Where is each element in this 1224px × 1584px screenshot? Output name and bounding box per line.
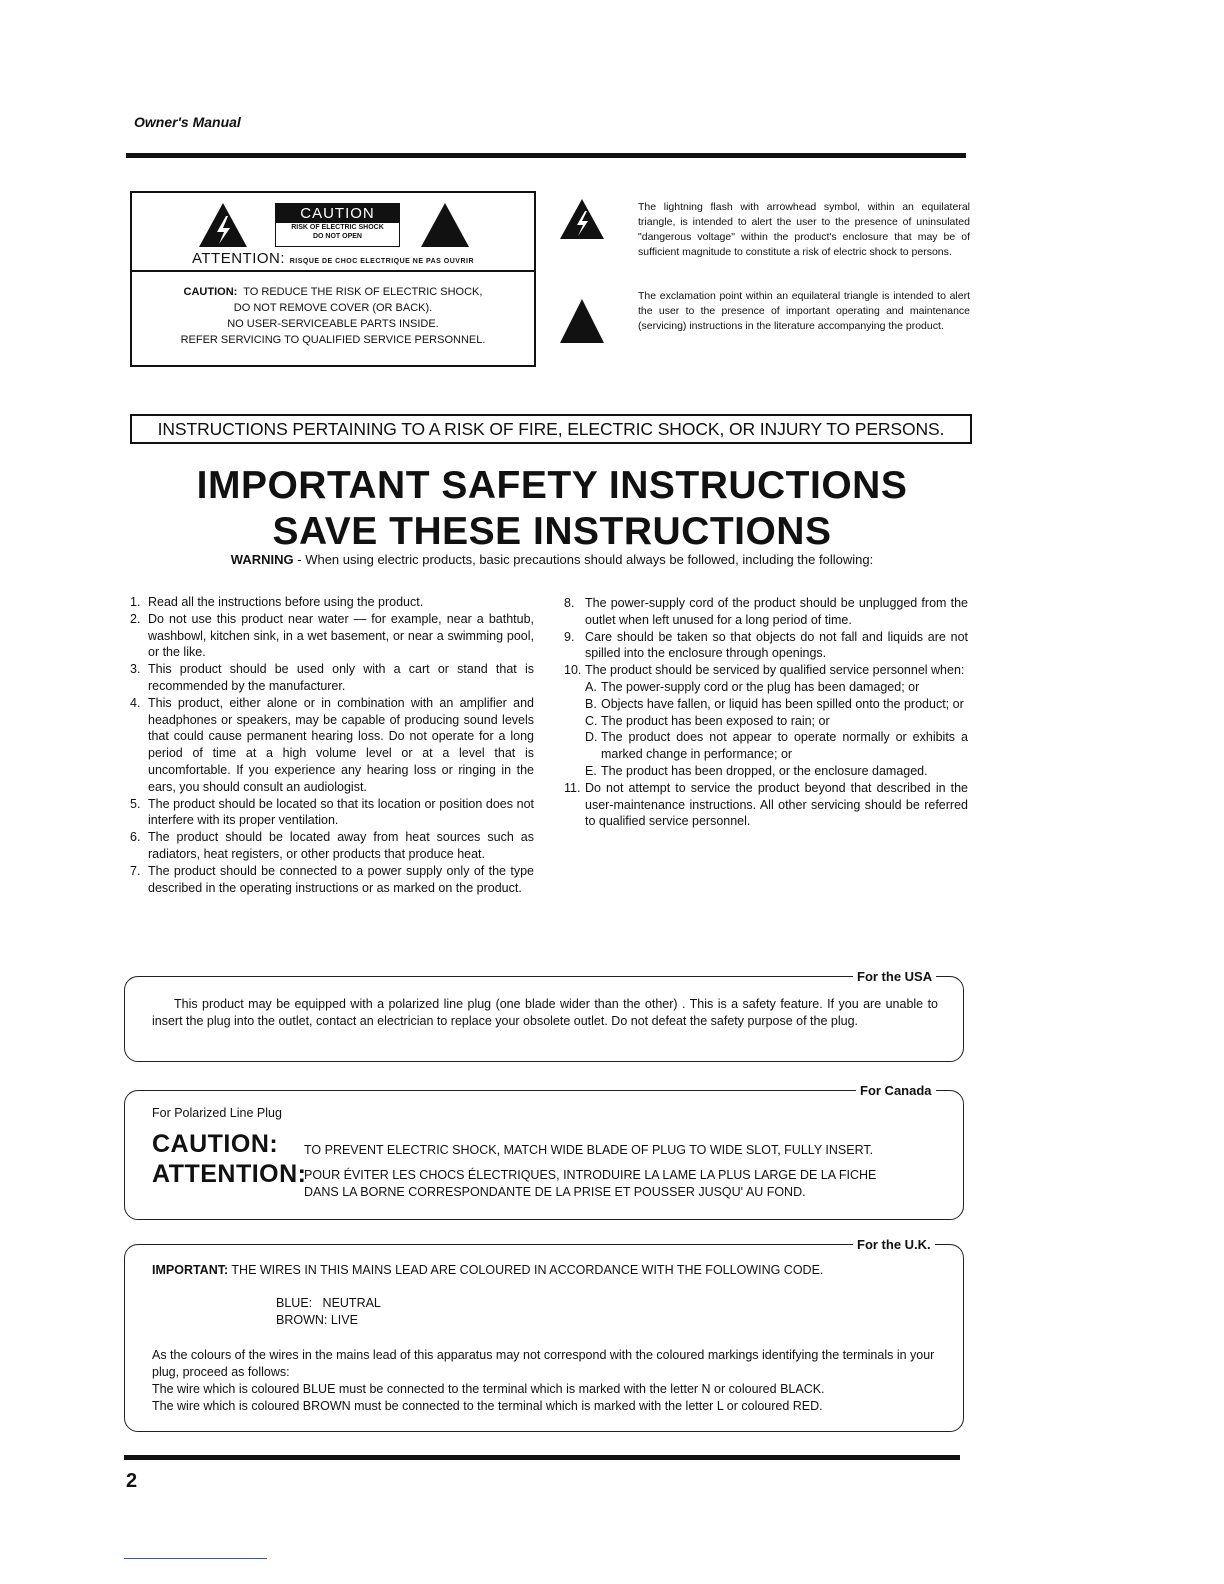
caution-label: CAUTION: (183, 286, 238, 298)
list-item: 8. The power-supply cord of the product should be unplugged from the outlet when left unused for a long period of time. (564, 596, 968, 627)
manual-header-label: Owner's Manual (134, 114, 241, 130)
canada-caution-text: TO PREVENT ELECTRIC SHOCK, MATCH WIDE BLADE OF PLUG TO WIDE SLOT, FULLY INSERT. (304, 1143, 874, 1157)
list-item: 1. Read all the instructions before using the product. (130, 595, 424, 609)
caution-box (130, 191, 536, 367)
instructions-banner: INSTRUCTIONS PERTAINING TO A RISK OF FIRE, ELECTRIC SHOCK, OR INJURY TO PERSONS. (130, 414, 972, 444)
exclamation-symbol-text: The exclamation point within an equilateral triangle is intended to alert the user to the presence of important operating and maintenance (servicing) instructions in the literature accompanying the product. (638, 290, 970, 332)
instructions-right-column (564, 595, 968, 830)
save-instructions-title: SAVE THESE INSTRUCTIONS (272, 510, 832, 553)
uk-brown-code: BROWN: LIVE (276, 1313, 358, 1327)
list-item: 6. The product should be located away from heat sources such as radiators, heat registers, or other products that produce heat. (130, 830, 534, 861)
caution-box-divider (132, 270, 534, 272)
exclamation-warning-icon (420, 202, 470, 248)
list-item: 7. The product should be connected to a power supply only of the type described in the operating instructions or as marked on the product. (130, 863, 534, 895)
lightning-warning-icon (198, 202, 248, 248)
page-number: 2 (126, 1470, 138, 1492)
attention-french: RISQUE DE CHOC ELECTRIQUE NE PAS OUVRIR (289, 258, 474, 265)
sub-list (564, 679, 968, 780)
list-item: 11. Do not attempt to service the product beyond that described in the user-maintenance instructions. All other servicing should be referred to qualified service personnel. (564, 780, 968, 829)
warning-label: WARNING (230, 552, 294, 567)
canada-attention-line2: DANS LA BORNE CORRESPONDANTE DE LA PRISE ET POUSSER JUSQU' AU FOND. (304, 1185, 806, 1199)
lightning-symbol-icon (560, 199, 604, 239)
bottom-link-underline (124, 1558, 267, 1559)
uk-important-label: IMPORTANT: (152, 1263, 229, 1277)
uk-tag: For the U.K. (853, 1237, 935, 1252)
sub-list-item: B. Objects have fallen, or liquid has been spilled onto the product; or (585, 696, 964, 711)
sub-list-item: C. The product has been exposed to rain; or (585, 713, 830, 728)
canada-caution-word: CAUTION: (152, 1130, 279, 1158)
usa-text: This product may be equipped with a polarized line plug (one blade wider than the other) . This is a safety feature. If you are unable to insert the plug into the outlet, contact an electrician to replace your obsolete outlet. Do not defeat the safety purpose of the plug. (152, 997, 938, 1028)
instructions-left-column (130, 594, 534, 896)
plate-title: CAUTION (276, 204, 399, 223)
list-item: 10. The product should be serviced by qualified service personnel when: (564, 663, 965, 678)
uk-para1: As the colours of the wires in the mains lead of this apparatus may not correspond with the coloured markings identifying the terminals in your plug, proceed as follows: (152, 1348, 935, 1379)
top-divider (126, 153, 966, 158)
caution-text (132, 284, 534, 348)
lightning-symbol-text: The lightning flash with arrowhead symbol, within an equilateral triangle, is intended to alert the user to the presence of uninsulated "dangerous voltage" within the product's enclosure that may be of sufficient magnitude to constitute a risk of electric shock to persons. (638, 201, 970, 258)
plate-line2: DO NOT OPEN (312, 233, 362, 240)
uk-blue-code: BLUE: NEUTRAL (276, 1296, 381, 1310)
list-item: 3. This product should be used only with a cart or stand that is recommended by the manufacturer. (130, 662, 534, 693)
uk-para2: The wire which is coloured BLUE must be connected to the terminal which is marked with the letter N or coloured BLACK. (152, 1382, 825, 1396)
canada-tag: For Canada (856, 1083, 936, 1098)
list-item: 4. This product, either alone or in combination with an amplifier and headphones or speakers, may be capable of producing sound levels that could cause permanent hearing loss. Do not operate for a long period of time at a high volume level or at a level that is uncomfortable. If you experience any hearing loss or ringing in the ears, you should consult an audiologist. (130, 695, 534, 794)
warning-line (0, 552, 1104, 567)
important-safety-title: IMPORTANT SAFETY INSTRUCTIONS (196, 464, 908, 507)
plate-line1: RISK OF ELECTRIC SHOCK (291, 224, 384, 231)
attention-word: ATTENTION: (191, 250, 286, 267)
sub-list-item: D. The product does not appear to operate normally or exhibits a marked change in performance; or (585, 730, 968, 762)
usa-tag: For the USA (853, 969, 936, 984)
bottom-divider (124, 1455, 960, 1460)
uk-important-line (152, 1262, 942, 1279)
list-item: 2. Do not use this product near water — for example, near a bathtub, washbowl, kitchen sink, in a wet basement, or near a swimming pool, or the like. (130, 611, 534, 660)
list-item: 5. The product should be located so that its location or position does not interfere with its proper ventilation. (130, 796, 534, 828)
caution-label-plate (275, 203, 400, 247)
attention-line (132, 250, 534, 267)
warning-text: - When using electric products, basic precautions should always be followed, including the following: (293, 552, 874, 567)
caution-line4: REFER SERVICING TO QUALIFIED SERVICE PERSONNEL. (180, 334, 486, 346)
sub-list-item: E. The product has been dropped, or the enclosure damaged. (585, 763, 928, 778)
uk-important-text: THE WIRES IN THIS MAINS LEAD ARE COLOURED IN ACCORDANCE WITH THE FOLLOWING CODE. (228, 1263, 824, 1277)
sub-list-item: A. The power-supply cord or the plug has been damaged; or (585, 679, 920, 694)
uk-para3: The wire which is coloured BROWN must be connected to the terminal which is marked with the letter L or coloured RED. (152, 1399, 823, 1413)
canada-attention-word: ATTENTION: (152, 1160, 307, 1188)
caution-line3: NO USER-SERVICEABLE PARTS INSIDE. (227, 318, 439, 330)
list-item: 9. Care should be taken so that objects do not fall and liquids are not spilled into the enclosure through openings. (564, 629, 968, 661)
caution-line2: DO NOT REMOVE COVER (OR BACK). (233, 302, 433, 314)
canada-intro: For Polarized Line Plug (152, 1106, 282, 1120)
canada-attention-line1: POUR ÉVITER LES CHOCS ÉLECTRIQUES, INTRODUIRE LA LAME LA PLUS LARGE DE LA FICHE (304, 1168, 877, 1182)
caution-line1: TO REDUCE THE RISK OF ELECTRIC SHOCK, (243, 286, 483, 298)
exclamation-symbol-icon (560, 299, 604, 343)
